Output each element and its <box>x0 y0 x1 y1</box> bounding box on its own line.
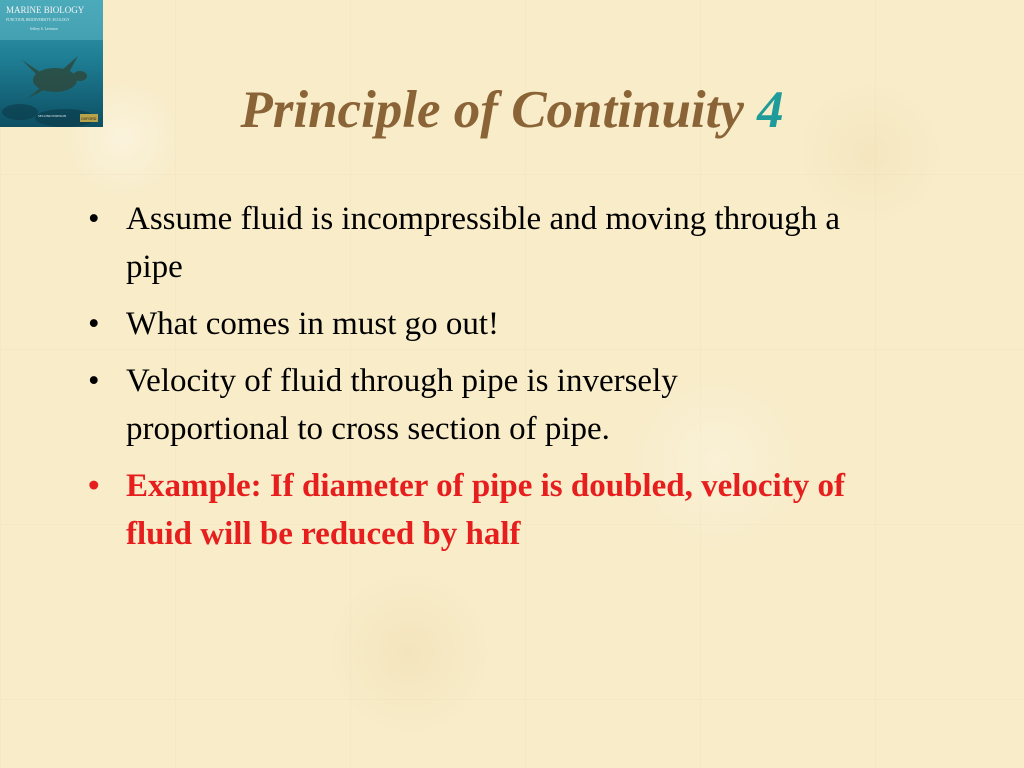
bullet-item <box>88 357 848 453</box>
bullet-glyph: • <box>88 306 100 342</box>
bullet-text: What comes in must go out! <box>126 306 500 342</box>
cover-edition: SECOND EDITION <box>38 114 67 118</box>
bullet-text-emphasis: Example: If diameter of pipe is doubled, velocity of fluid will be reduced by half <box>126 468 845 552</box>
cover-author: Jeffrey S. Levinton <box>30 27 58 31</box>
bullet-item <box>88 300 848 348</box>
cover-title-line1: MARINE BIOLOGY <box>6 5 85 15</box>
slide-title-number: 4 <box>757 81 784 139</box>
bullet-list <box>88 195 848 567</box>
bullet-text: Assume fluid is incompressible and moving through a pipe <box>126 201 840 285</box>
cover-title-line2: FUNCTION, BIODIVERSITY, ECOLOGY <box>6 18 70 22</box>
bullet-glyph: • <box>88 468 100 504</box>
bullet-glyph: • <box>88 363 100 399</box>
cover-publisher: OXFORD <box>81 117 97 121</box>
bullet-text: Velocity of fluid through pipe is inversely proportional to cross section of pipe. <box>126 363 678 447</box>
slide-title-text: Principle of Continuity <box>240 81 744 139</box>
bullet-glyph: • <box>88 201 100 237</box>
bullet-item-emphasis <box>88 462 848 558</box>
bullet-item <box>88 195 848 291</box>
slide-title <box>0 78 1024 142</box>
